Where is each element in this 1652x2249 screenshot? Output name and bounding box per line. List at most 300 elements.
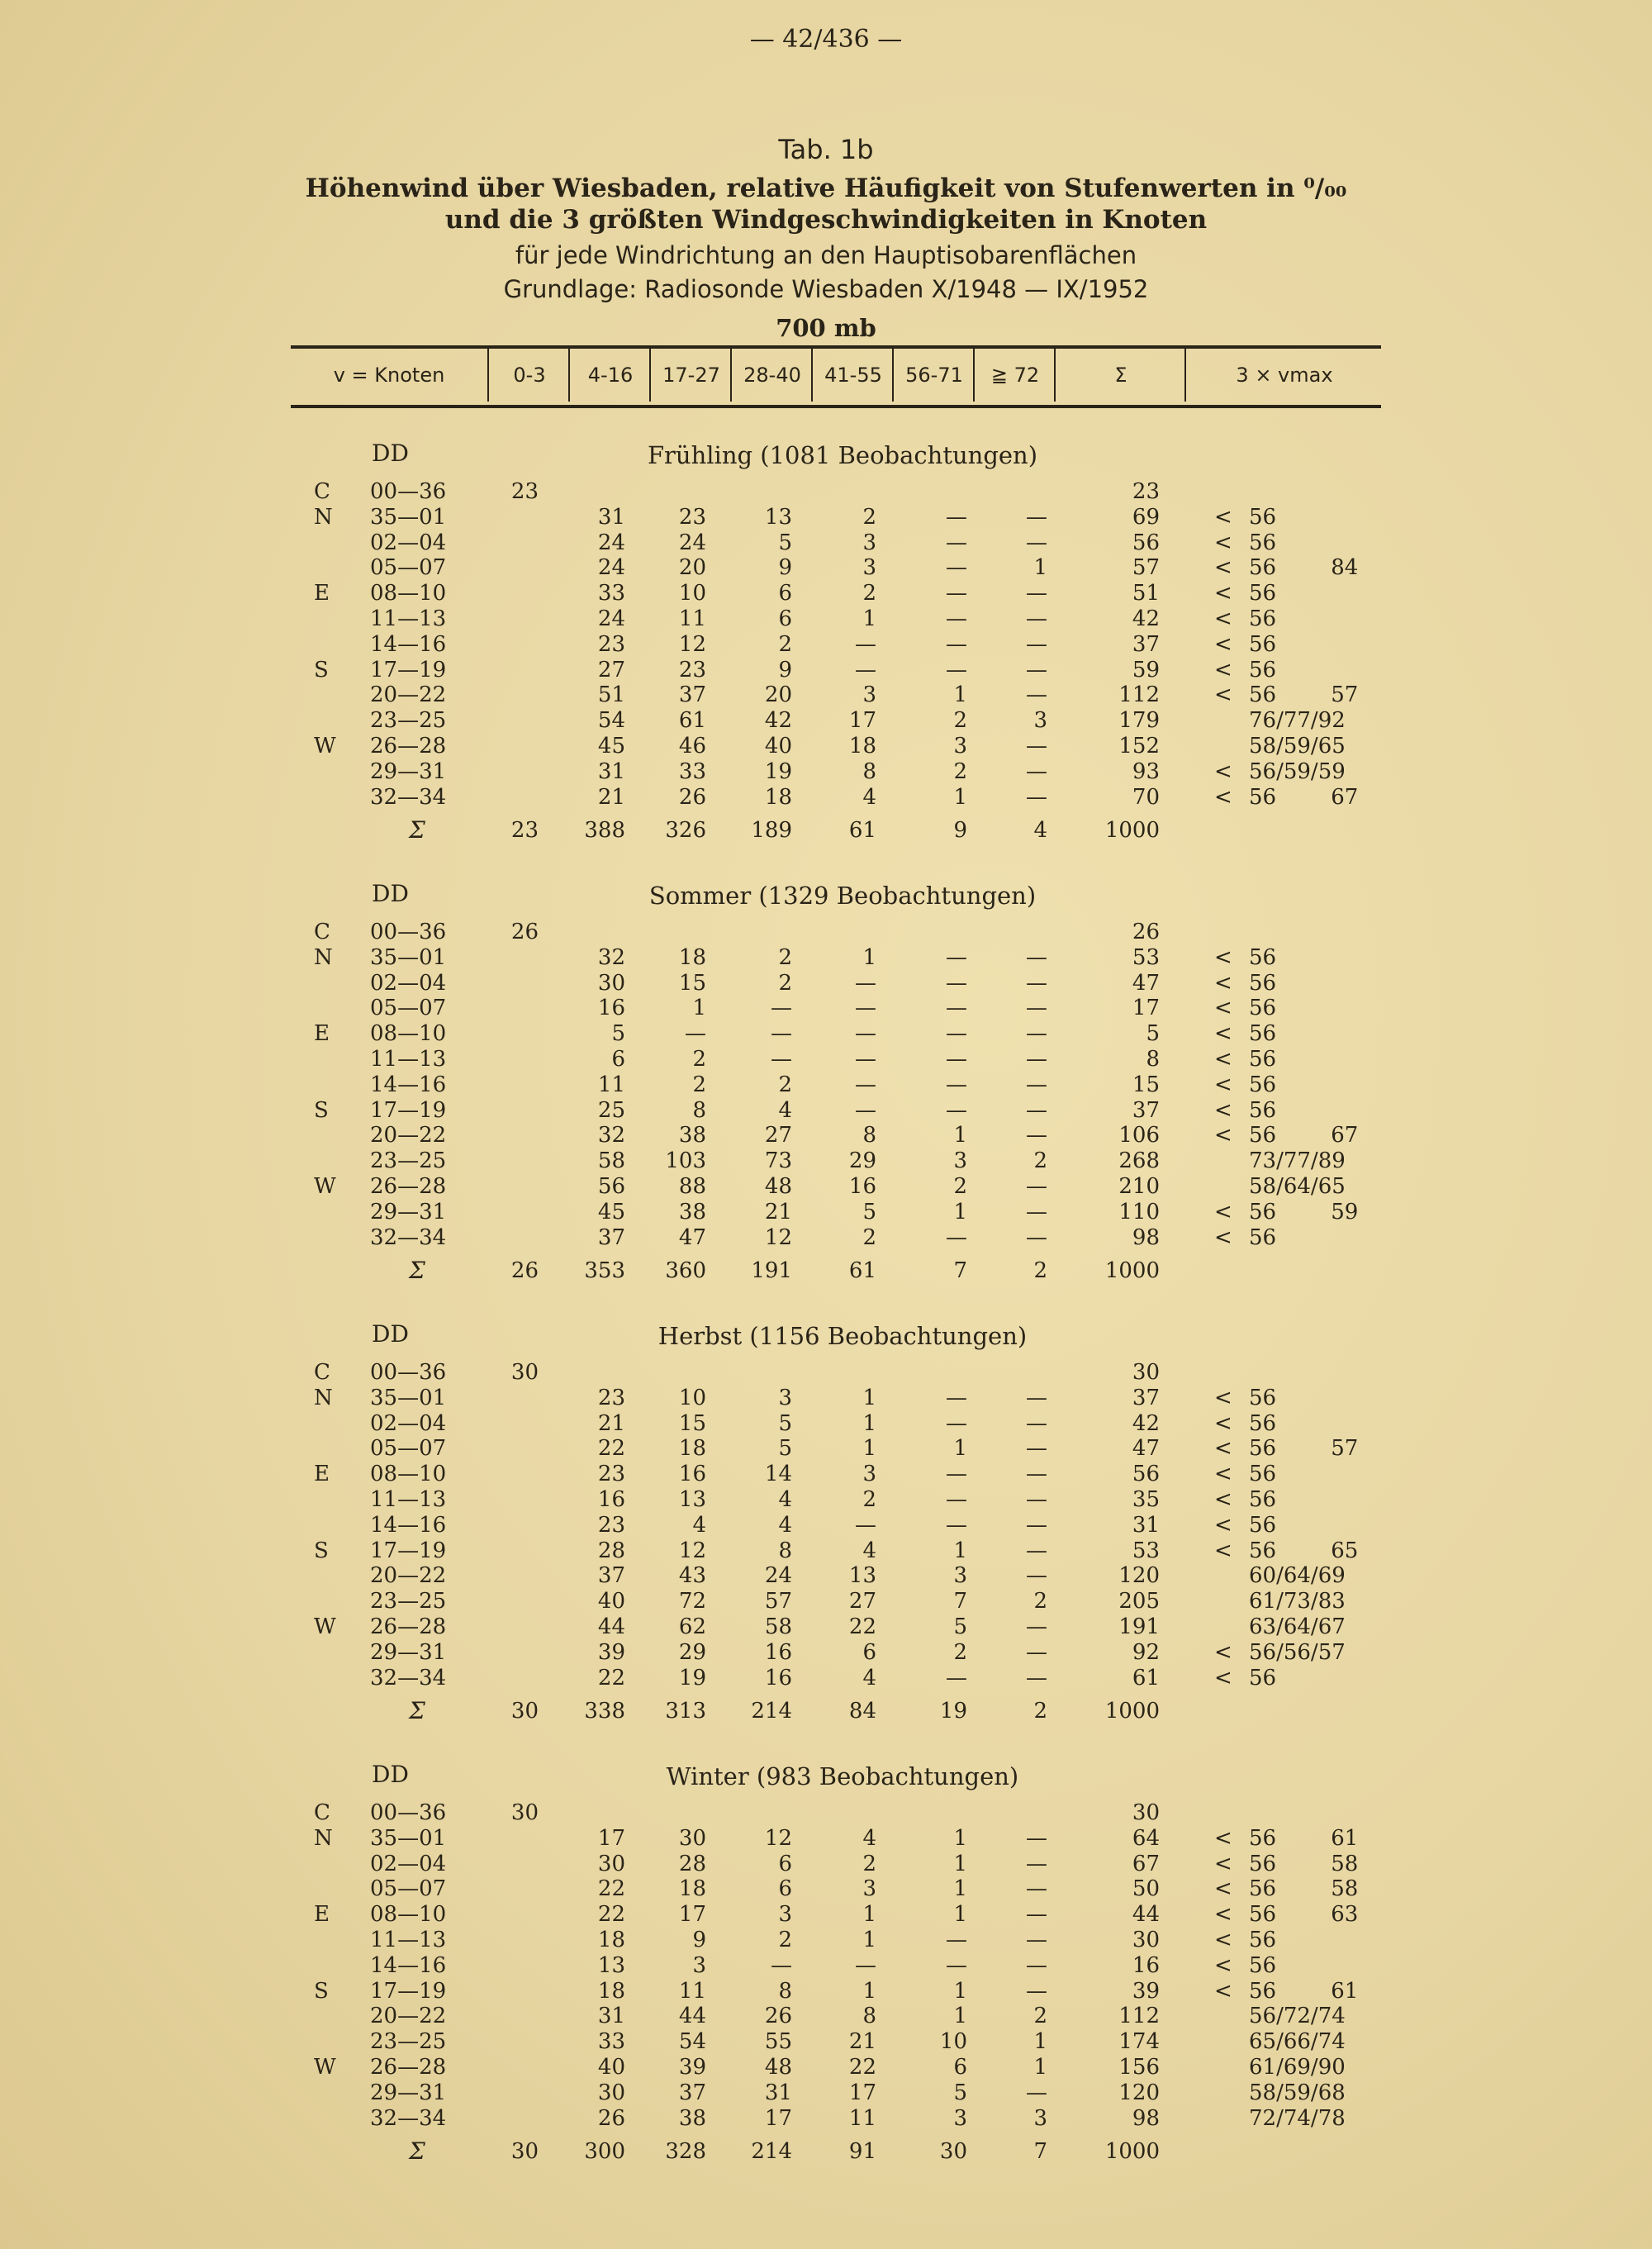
cell-sum: 268	[1118, 1148, 1160, 1174]
cell-c7: —	[1026, 1224, 1047, 1250]
cell-c2: 23	[597, 631, 625, 657]
cell-c3: —	[685, 1021, 706, 1047]
less-than-sign: <	[1214, 1928, 1232, 1952]
cell-sum: 30	[1132, 1928, 1160, 1952]
row-dd-range: 02—04	[370, 1410, 447, 1436]
row-dd-range: 17—19	[370, 1097, 447, 1123]
cell-c7: —	[1026, 1639, 1047, 1665]
cell-c7: 1	[1033, 2029, 1047, 2055]
cell-c1: 23	[510, 479, 539, 504]
vmax-values: 56	[1249, 970, 1277, 996]
cell-c5: 22	[848, 1614, 876, 1639]
cell-c7: —	[1026, 1436, 1047, 1462]
cell-c3: 15	[678, 1410, 706, 1436]
total-c5: 61	[848, 818, 876, 844]
cell-c5: 1	[862, 1410, 876, 1436]
total-c6: 30	[939, 2139, 967, 2165]
cell-c3: 18	[678, 944, 706, 970]
cell-c5: 1	[862, 1385, 876, 1410]
cell-c4: 73	[764, 1148, 792, 1174]
row-dd-range: 23—25	[370, 2029, 447, 2055]
cell-c2: 33	[597, 2029, 625, 2055]
total-c3: 328	[665, 2139, 706, 2165]
row-dd-range: 32—34	[370, 784, 447, 810]
cell-c4: 42	[764, 708, 792, 734]
cell-c3: 30	[678, 1825, 706, 1851]
cell-c2: 25	[597, 1097, 625, 1123]
cell-c3: 61	[678, 708, 706, 734]
less-than-sign: <	[1214, 1825, 1232, 1851]
vmax-values: 56/59/59	[1249, 758, 1346, 784]
cell-c5: 27	[848, 1589, 876, 1614]
cell-c4: —	[771, 1047, 792, 1072]
cell-c6: 1	[953, 1538, 967, 1563]
total-c6: 7	[953, 1258, 967, 1284]
less-than-sign: <	[1214, 1047, 1232, 1072]
cell-sum: 61	[1132, 1665, 1160, 1690]
row-dd-range: 26—28	[370, 1174, 447, 1199]
cell-c2: 39	[597, 1639, 625, 1665]
cell-c3: 33	[678, 758, 706, 784]
cell-c3: 15	[678, 970, 706, 996]
cell-c2: 18	[597, 1928, 625, 1952]
row-direction: C	[314, 920, 330, 944]
cell-sum: 93	[1132, 758, 1160, 784]
cell-c3: 43	[678, 1563, 706, 1589]
row-direction: W	[314, 734, 336, 758]
total-c2: 388	[584, 818, 625, 844]
less-than-sign: <	[1214, 657, 1232, 682]
cell-c4: 2	[778, 970, 792, 996]
cell-c3: 37	[678, 2080, 706, 2105]
total-c4: 191	[751, 1258, 792, 1284]
cell-c1: 30	[510, 1360, 539, 1385]
cell-c5: 4	[862, 1665, 876, 1690]
cell-c4: 6	[778, 1851, 792, 1876]
cell-c5: 22	[848, 2055, 876, 2080]
less-than-sign: <	[1214, 631, 1232, 657]
vmax-values: 56 67	[1249, 1123, 1359, 1148]
cell-sum: 15	[1132, 1072, 1160, 1097]
cell-c6: —	[946, 631, 967, 657]
row-dd-range: 26—28	[370, 1614, 447, 1639]
vmax-values: 56 67	[1249, 784, 1359, 810]
cell-c3: 10	[678, 1385, 706, 1410]
vmax-values: 56 59	[1249, 1199, 1359, 1224]
cell-c2: 23	[597, 1462, 625, 1487]
cell-c2: 17	[597, 1825, 625, 1851]
cell-c6: 5	[953, 2080, 967, 2105]
vmax-values: 56	[1249, 530, 1277, 555]
total-c7: 2	[1033, 1699, 1047, 1724]
vmax-values: 56	[1249, 581, 1277, 606]
cell-c4: 6	[778, 606, 792, 631]
vmax-values: 58/59/68	[1249, 2080, 1346, 2105]
cell-c3: 37	[678, 682, 706, 708]
cell-c6: —	[946, 1224, 967, 1250]
row-dd-range: 11—13	[370, 606, 447, 631]
row-direction: N	[314, 944, 333, 970]
cell-c6: —	[946, 504, 967, 530]
vmax-values: 56 84	[1249, 555, 1359, 581]
cell-c5: 2	[862, 581, 876, 606]
total-c2: 300	[584, 2139, 625, 2165]
cell-c2: 5	[611, 1021, 625, 1047]
vmax-values: 56 61	[1249, 1978, 1359, 2004]
row-direction: W	[314, 1614, 336, 1639]
total-c5: 91	[848, 2139, 876, 2165]
cell-c3: 16	[678, 1462, 706, 1487]
row-dd-range: 08—10	[370, 1902, 447, 1928]
row-direction: S	[314, 1978, 329, 2004]
row-direction: E	[314, 1021, 330, 1047]
vmax-values: 56	[1249, 1097, 1277, 1123]
cell-sum: 5	[1146, 1021, 1160, 1047]
less-than-sign: <	[1214, 581, 1232, 606]
cell-c2: 32	[597, 944, 625, 970]
cell-sum: 92	[1132, 1639, 1160, 1665]
cell-c2: 13	[597, 1952, 625, 1978]
cell-c7: —	[1026, 1123, 1047, 1148]
header-col-72: ≧ 72	[973, 349, 1056, 402]
row-direction: W	[314, 2055, 336, 2080]
cell-c5: 1	[862, 1902, 876, 1928]
cell-c2: 40	[597, 1589, 625, 1614]
cell-sum: 30	[1132, 1800, 1160, 1825]
cell-c6: —	[946, 1952, 967, 1978]
header-col-41-55: 41-55	[811, 349, 894, 402]
vmax-values: 56 57	[1249, 682, 1359, 708]
row-dd-range: 35—01	[370, 1825, 447, 1851]
cell-c3: 11	[678, 1978, 706, 2004]
cell-c6: 1	[953, 1825, 967, 1851]
row-dd-range: 00—36	[370, 1800, 447, 1825]
less-than-sign: <	[1214, 1199, 1232, 1224]
cell-c6: —	[946, 1385, 967, 1410]
cell-c5: 1	[862, 1436, 876, 1462]
cell-c7: —	[1026, 504, 1047, 530]
cell-c3: 2	[692, 1072, 706, 1097]
cell-c2: 22	[597, 1436, 625, 1462]
row-dd-range: 02—04	[370, 970, 447, 996]
cell-c3: 39	[678, 2055, 706, 2080]
less-than-sign: <	[1214, 1851, 1232, 1876]
total-sum: 1000	[1104, 1258, 1160, 1284]
cell-c7: 1	[1033, 555, 1047, 581]
cell-c2: 24	[597, 606, 625, 631]
cell-c4: 48	[764, 2055, 792, 2080]
cell-c5: 4	[862, 784, 876, 810]
cell-c4: 26	[764, 2004, 792, 2029]
cell-c2: 11	[597, 1072, 625, 1097]
cell-c6: —	[946, 1097, 967, 1123]
less-than-sign: <	[1214, 1512, 1232, 1538]
cell-sum: 30	[1132, 1360, 1160, 1385]
cell-c6: —	[946, 996, 967, 1021]
cell-c2: 6	[611, 1047, 625, 1072]
vmax-values: 56	[1249, 631, 1277, 657]
cell-c7: —	[1026, 734, 1047, 758]
row-dd-range: 35—01	[370, 504, 447, 530]
cell-c4: —	[771, 1952, 792, 1978]
vmax-values: 56	[1249, 1385, 1277, 1410]
cell-c5: 1	[862, 606, 876, 631]
cell-c3: 23	[678, 657, 706, 682]
cell-sum: 23	[1132, 479, 1160, 504]
cell-c5: 3	[862, 530, 876, 555]
row-dd-range: 23—25	[370, 1148, 447, 1174]
cell-c3: 17	[678, 1902, 706, 1928]
cell-c4: 16	[764, 1665, 792, 1690]
vmax-values: 56	[1249, 1512, 1277, 1538]
vmax-values: 56 65	[1249, 1538, 1359, 1563]
cell-c4: 4	[778, 1097, 792, 1123]
cell-c6: —	[946, 970, 967, 996]
cell-c3: 24	[678, 530, 706, 555]
cell-c7: —	[1026, 1928, 1047, 1952]
cell-c3: 88	[678, 1174, 706, 1199]
cell-c7: —	[1026, 1952, 1047, 1978]
cell-sum: 64	[1132, 1825, 1160, 1851]
header-col-17-27: 17-27	[649, 349, 732, 402]
cell-c2: 23	[597, 1385, 625, 1410]
sum-symbol: Σ	[409, 2137, 425, 2166]
cell-sum: 70	[1132, 784, 1160, 810]
cell-c3: 19	[678, 1665, 706, 1690]
vmax-values: 56	[1249, 944, 1277, 970]
title-line-1: Höhenwind über Wiesbaden, relative Häufigkeit von Stufenwerten in ⁰/₀₀	[305, 174, 1347, 203]
cell-sum: 174	[1118, 2029, 1160, 2055]
cell-c7: —	[1026, 682, 1047, 708]
row-dd-range: 14—16	[370, 1952, 447, 1978]
header-col-56-71: 56-71	[892, 349, 975, 402]
vmax-values: 61/69/90	[1249, 2055, 1346, 2080]
row-dd-range: 08—10	[370, 1462, 447, 1487]
cell-c5: 29	[848, 1148, 876, 1174]
cell-sum: 120	[1118, 1563, 1160, 1589]
row-dd-range: 20—22	[370, 2004, 447, 2029]
cell-sum: 47	[1132, 1436, 1160, 1462]
vmax-values: 56/72/74	[1249, 2004, 1346, 2029]
row-dd-range: 05—07	[370, 1876, 447, 1902]
cell-c7: 3	[1033, 2105, 1047, 2131]
vmax-values: 56	[1249, 1410, 1277, 1436]
cell-c6: 1	[953, 784, 967, 810]
cell-c6: —	[946, 1047, 967, 1072]
less-than-sign: <	[1214, 504, 1232, 530]
vmax-values: 56	[1249, 1487, 1277, 1512]
row-dd-range: 20—22	[370, 1123, 447, 1148]
total-c2: 353	[584, 1258, 625, 1284]
cell-c5: 2	[862, 504, 876, 530]
cell-c7: —	[1026, 944, 1047, 970]
row-dd-range: 35—01	[370, 944, 447, 970]
cell-c5: —	[855, 1512, 876, 1538]
row-dd-range: 32—34	[370, 1224, 447, 1250]
cell-c4: 16	[764, 1639, 792, 1665]
cell-c5: 8	[862, 1123, 876, 1148]
season-title: Frühling (1081 Beobachtungen)	[647, 441, 1038, 469]
cell-c4: 20	[764, 682, 792, 708]
vmax-values: 76/77/92	[1249, 708, 1346, 734]
less-than-sign: <	[1214, 1436, 1232, 1462]
cell-sum: 51	[1132, 581, 1160, 606]
less-than-sign: <	[1214, 1952, 1232, 1978]
cell-c3: 12	[678, 631, 706, 657]
cell-c3: 12	[678, 1538, 706, 1563]
vmax-values: 56	[1249, 1021, 1277, 1047]
cell-sum: 17	[1132, 996, 1160, 1021]
cell-sum: 53	[1132, 1538, 1160, 1563]
total-c1: 26	[510, 1258, 539, 1284]
cell-c7: —	[1026, 1876, 1047, 1902]
cell-c6: —	[946, 1665, 967, 1690]
cell-c4: 27	[764, 1123, 792, 1148]
total-c5: 61	[848, 1258, 876, 1284]
cell-c4: 55	[764, 2029, 792, 2055]
cell-sum: 110	[1118, 1199, 1160, 1224]
cell-c2: 37	[597, 1224, 625, 1250]
cell-c7: —	[1026, 1385, 1047, 1410]
row-direction: E	[314, 581, 330, 606]
cell-sum: 16	[1132, 1952, 1160, 1978]
cell-c5: 21	[848, 2029, 876, 2055]
season-title: Herbst (1156 Beobachtungen)	[657, 1322, 1028, 1350]
cell-c6: 3	[953, 1563, 967, 1589]
row-dd-range: 17—19	[370, 657, 447, 682]
cell-c7: —	[1026, 1538, 1047, 1563]
vmax-values: 56	[1249, 1072, 1277, 1097]
cell-c4: 2	[778, 944, 792, 970]
cell-c4: 12	[764, 1224, 792, 1250]
total-c1: 30	[510, 2139, 539, 2165]
dd-label: DD	[372, 1761, 409, 1788]
cell-sum: 120	[1118, 2080, 1160, 2105]
cell-c3: 29	[678, 1639, 706, 1665]
vmax-values: 56	[1249, 657, 1277, 682]
cell-c2: 37	[597, 1563, 625, 1589]
cell-c4: 3	[778, 1385, 792, 1410]
row-direction: N	[314, 1385, 333, 1410]
cell-c5: 11	[848, 2105, 876, 2131]
row-dd-range: 29—31	[370, 1639, 447, 1665]
dd-label: DD	[372, 1320, 409, 1348]
total-c3: 326	[665, 818, 706, 844]
row-direction: C	[314, 1360, 330, 1385]
cell-c3: 28	[678, 1851, 706, 1876]
row-dd-range: 11—13	[370, 1487, 447, 1512]
vmax-values: 56	[1249, 1462, 1277, 1487]
vmax-values: 56	[1249, 1665, 1277, 1690]
cell-c6: 3	[953, 734, 967, 758]
cell-c5: —	[855, 1021, 876, 1047]
less-than-sign: <	[1214, 1462, 1232, 1487]
cell-c7: —	[1026, 1512, 1047, 1538]
less-than-sign: <	[1214, 944, 1232, 970]
page-number: — 42/436 —	[749, 25, 903, 54]
cell-c5: 3	[862, 555, 876, 581]
row-dd-range: 02—04	[370, 530, 447, 555]
cell-c7: —	[1026, 1487, 1047, 1512]
cell-c2: 23	[597, 1512, 625, 1538]
cell-c7: 2	[1033, 1589, 1047, 1614]
less-than-sign: <	[1214, 758, 1232, 784]
row-dd-range: 14—16	[370, 1072, 447, 1097]
cell-c3: 103	[665, 1148, 706, 1174]
total-c7: 7	[1033, 2139, 1047, 2165]
cell-c3: 1	[692, 996, 706, 1021]
cell-c6: 1	[953, 1851, 967, 1876]
cell-c4: 5	[778, 1410, 792, 1436]
cell-c3: 11	[678, 606, 706, 631]
cell-c4: 8	[778, 1978, 792, 2004]
cell-c4: 21	[764, 1199, 792, 1224]
vmax-values: 56	[1249, 1047, 1277, 1072]
cell-c7: —	[1026, 1851, 1047, 1876]
header-col-0-3: 0-3	[487, 349, 570, 402]
row-direction: N	[314, 1825, 333, 1851]
row-dd-range: 32—34	[370, 1665, 447, 1690]
cell-c5: —	[855, 1072, 876, 1097]
row-dd-range: 00—36	[370, 1360, 447, 1385]
cell-c6: —	[946, 530, 967, 555]
cell-c1: 26	[510, 920, 539, 944]
less-than-sign: <	[1214, 1385, 1232, 1410]
cell-sum: 26	[1132, 920, 1160, 944]
cell-c7: —	[1026, 1097, 1047, 1123]
cell-c3: 38	[678, 2105, 706, 2131]
season-title: Winter (983 Beobachtungen)	[666, 1762, 1019, 1790]
row-dd-range: 05—07	[370, 1436, 447, 1462]
cell-c3: 20	[678, 555, 706, 581]
cell-c2: 45	[597, 734, 625, 758]
row-dd-range: 11—13	[370, 1928, 447, 1952]
cell-sum: 191	[1118, 1614, 1160, 1639]
cell-c2: 31	[597, 504, 625, 530]
cell-c6: 1	[953, 1436, 967, 1462]
less-than-sign: <	[1214, 1487, 1232, 1512]
cell-c7: —	[1026, 2080, 1047, 2105]
cell-c6: 1	[953, 1978, 967, 2004]
dd-label: DD	[372, 880, 409, 907]
row-dd-range: 20—22	[370, 682, 447, 708]
vmax-values: 56	[1249, 504, 1277, 530]
table-number: Tab. 1b	[778, 134, 874, 165]
cell-c6: 2	[953, 708, 967, 734]
less-than-sign: <	[1214, 784, 1232, 810]
cell-c5: —	[855, 631, 876, 657]
vmax-values: 56 57	[1249, 1436, 1359, 1462]
row-dd-range: 02—04	[370, 1851, 447, 1876]
row-dd-range: 05—07	[370, 996, 447, 1021]
header-col-28-40: 28-40	[730, 349, 813, 402]
less-than-sign: <	[1214, 606, 1232, 631]
cell-c5: 1	[862, 1928, 876, 1952]
cell-sum: 37	[1132, 1097, 1160, 1123]
total-c4: 214	[751, 2139, 792, 2165]
cell-c4: —	[771, 1021, 792, 1047]
cell-c5: 4	[862, 1538, 876, 1563]
header-knoten: v = Knoten	[333, 364, 445, 387]
total-c2: 338	[584, 1699, 625, 1724]
cell-c6: 2	[953, 758, 967, 784]
sum-symbol: Σ	[409, 1257, 425, 1285]
cell-c4: 8	[778, 1538, 792, 1563]
cell-c3: 72	[678, 1589, 706, 1614]
less-than-sign: <	[1214, 1072, 1232, 1097]
cell-c6: 6	[953, 2055, 967, 2080]
cell-c4: —	[771, 996, 792, 1021]
